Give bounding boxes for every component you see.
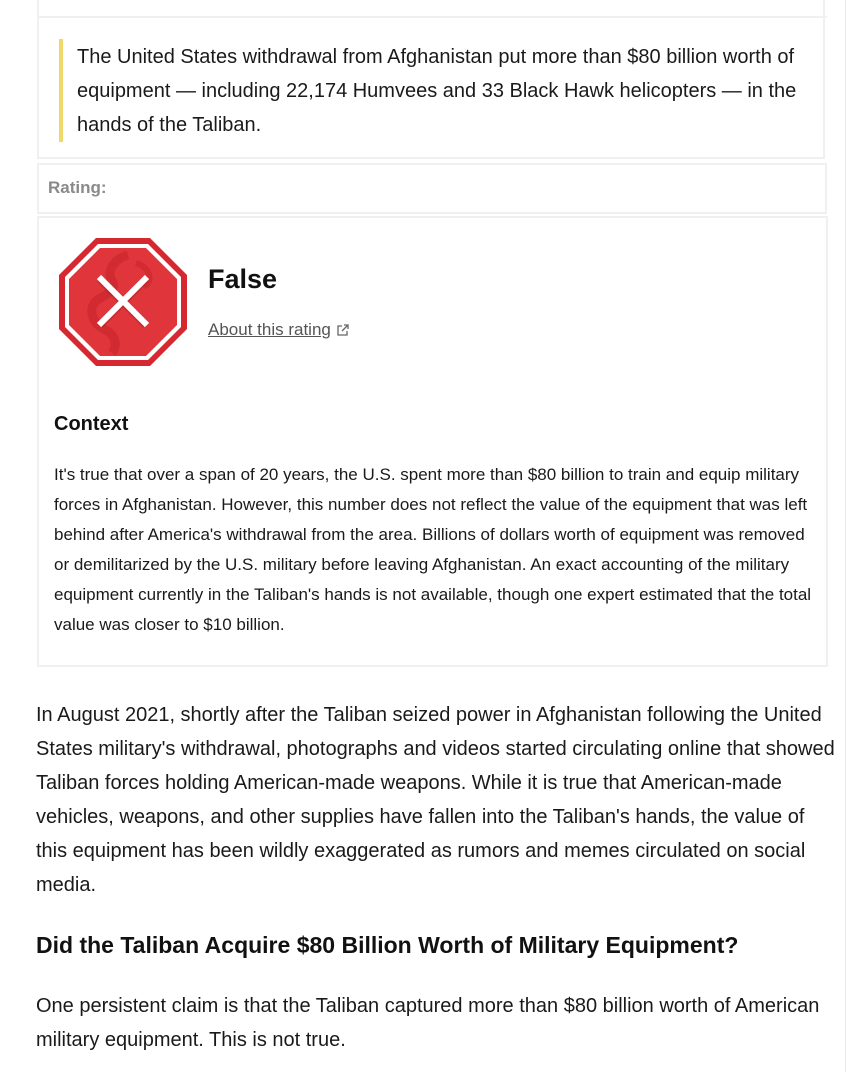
article-paragraph: One persistent claim is that the Taliban captured more than $80 billion worth of American military equipment. This is not true. (36, 995, 820, 1051)
rating-label: Rating: (48, 178, 107, 197)
claim-box-divider (37, 16, 827, 18)
context-heading: Context (54, 413, 129, 435)
claim-text: The United States withdrawal from Afghanistan put more than $80 billion worth of equipment — including 22,174 Humvees and 33 Black Hawk helicopters — in the hands of the Taliban. (77, 46, 797, 136)
rating-label-box (37, 163, 827, 214)
about-rating-link-label: About this rating (208, 320, 331, 339)
rating-value: False (208, 264, 278, 294)
about-rating-link[interactable] (208, 320, 350, 340)
external-link-icon (336, 323, 350, 337)
context-text: It's true that over a span of 20 years, the U.S. spent more than $80 billion to train and equip military forces in Afghanistan. However, this number does not reflect the value of the equipment that was left behind after America's withdrawal from the area. Billions of dollars worth of equipment was removed or demilitarized by the U.S. military before leaving Afghanistan. An exact accounting of the military equipment currently in the Taliban's hands is not available, though one expert estimated that the total value was closer to $10 billion. (54, 465, 812, 634)
false-rating-stop-sign-icon (58, 237, 188, 367)
article-paragraph: In August 2021, shortly after the Taliban seized power in Afghanistan following the United States military's withdrawal, photographs and videos started circulating online that showed Taliban forces holding American-made weapons. While it is true that American-made vehicles, weapons, and other supplies have fallen into the Taliban's hands, the value of this equipment has been wildly exaggerated as rumors and memes circulated on social media. (36, 704, 835, 896)
claim-quote-bar (59, 39, 63, 142)
article-section-heading: Did the Taliban Acquire $80 Billion Worth of Military Equipment? (36, 932, 739, 958)
